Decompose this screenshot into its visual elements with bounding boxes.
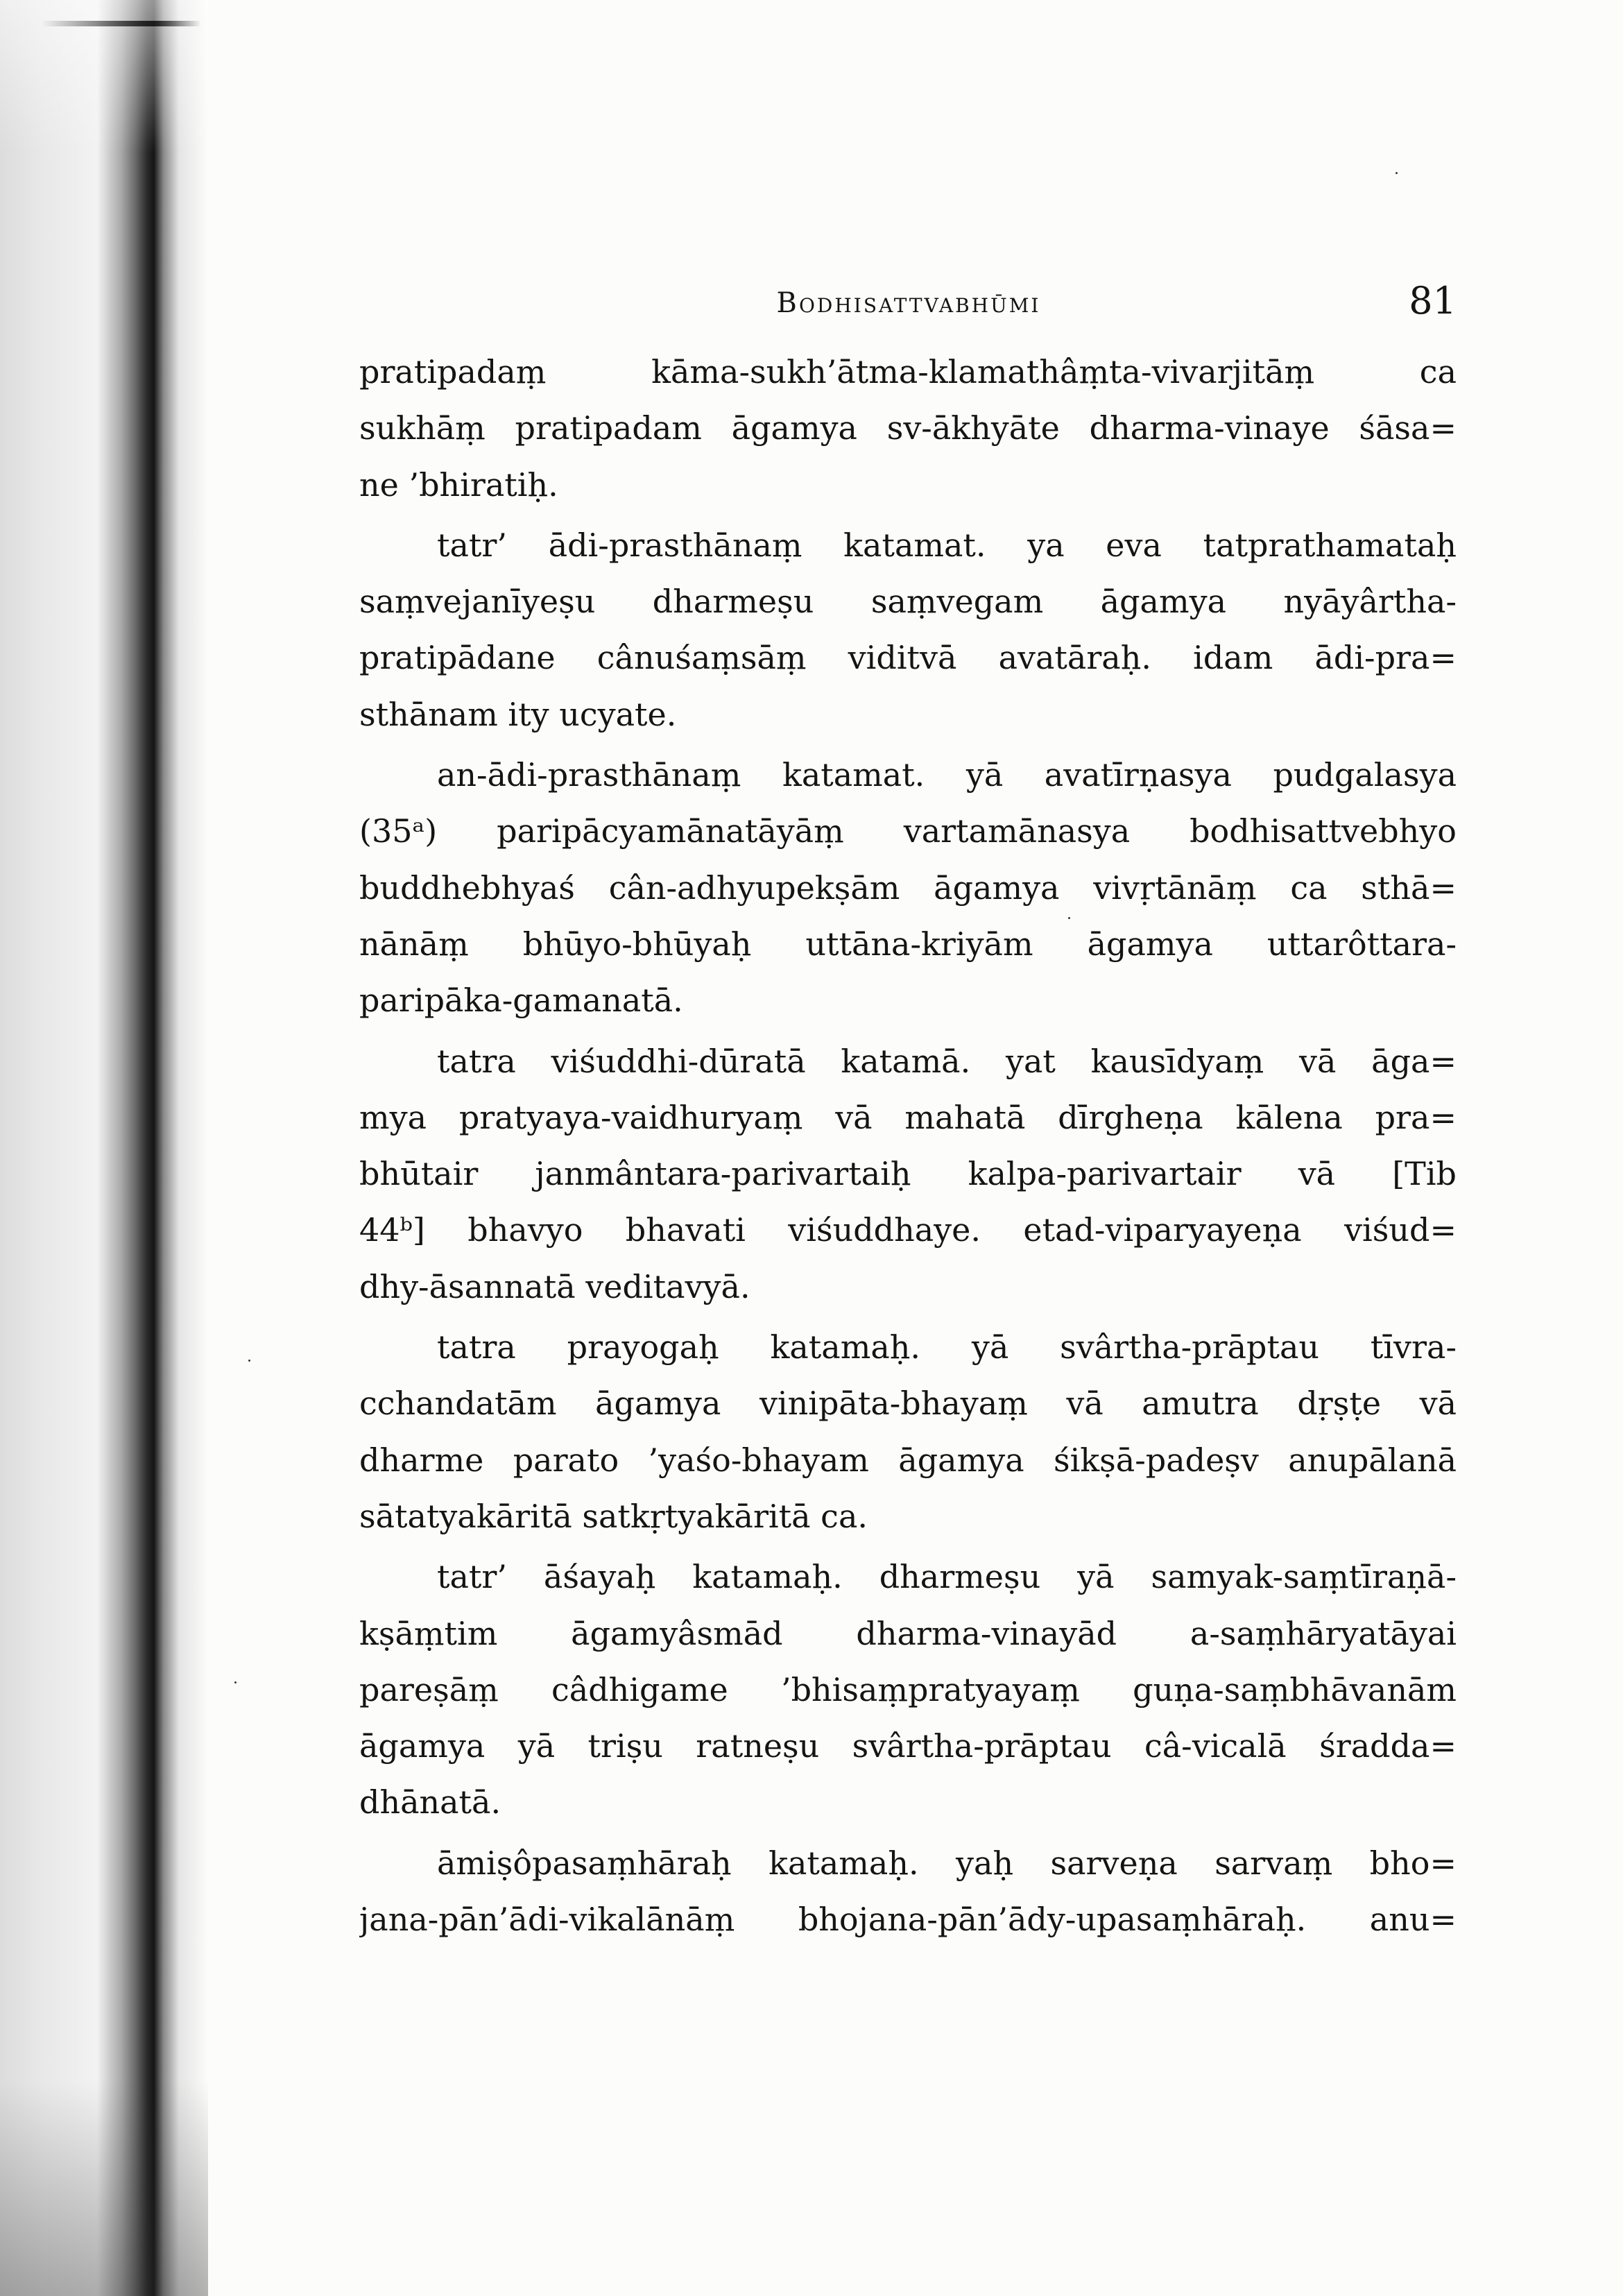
paragraph (359, 1835, 1457, 1948)
text-line: buddhebhyaś cân-adhyupekṣām āgamya vivṛtānāṃ ca sthā= (359, 868, 1457, 907)
text-line: dhy-āsannatā veditavyā. (359, 1267, 750, 1305)
text-line: āmiṣôpasaṃhāraḥ katamaḥ. yaḥ sarveṇa sarvaṃ bho= (437, 1844, 1457, 1882)
text-line: cchandatām āgamya vinipāta-bhayaṃ vā amutra dṛṣṭe vā (359, 1385, 1457, 1423)
paragraph (359, 1319, 1457, 1545)
binding-edge-mark (42, 21, 201, 26)
text-line: nānāṃ bhūyo-bhūyaḥ uttāna-kriyām āgamya uttarôttara- (359, 925, 1457, 963)
running-header (361, 276, 1457, 325)
text-line: pareṣāṃ câdhigame ’bhisaṃpratyayaṃ guṇa-saṃbhāvanām (359, 1670, 1457, 1708)
text-line: sthānam ity ucyate. (359, 695, 677, 733)
text-line: ne ’bhiratiḥ. (359, 465, 558, 504)
text-line: pratipadaṃ kāma-sukh’ātma-klamathâṃta-vivarjitāṃ ca (359, 353, 1457, 391)
text-line: an-ādi-prasthānaṃ katamat. yā avatīrṇasya pudgalasya (437, 756, 1457, 794)
page-number: 81 (1409, 279, 1457, 323)
paragraph (359, 1549, 1457, 1831)
paper-speck (1396, 172, 1398, 174)
paragraph (359, 344, 1457, 513)
text-line: mya pratyaya-vaidhuryaṃ vā mahatā dīrgheṇa kālena pra= (359, 1098, 1457, 1136)
text-line: āgamya yā triṣu ratneṣu svârtha-prāptau câ-vicalā śradda= (359, 1727, 1457, 1765)
text-line: (35ᵃ) paripācyamānatāyāṃ vartamānasya bodhisattvebhyo (359, 812, 1457, 850)
text-line: dharme parato ’yaśo-bhayam āgamya śikṣā-padeṣv anupālanā (359, 1441, 1457, 1479)
gutter-shadow (0, 0, 208, 2296)
text-line: paripāka-gamanatā. (359, 982, 683, 1020)
text-line: 44ᵇ] bhavyo bhavati viśuddhaye. etad-viparyayeṇa viśud= (359, 1211, 1457, 1249)
text-line: dhānatā. (359, 1783, 501, 1822)
paragraph (359, 517, 1457, 743)
text-line: sātatyakāritā satkṛtyakāritā ca. (359, 1497, 868, 1535)
text-line: pratipādane cânuśaṃsāṃ viditvā avatāraḥ. idam ādi-pra= (359, 639, 1457, 677)
text-line: sukhāṃ pratipadam āgamya sv-ākhyāte dharma-vinaye śāsa= (359, 409, 1457, 447)
text-line: tatra prayogaḥ katamaḥ. yā svârtha-prāptau tīvra- (437, 1328, 1457, 1367)
text-line: tatr’ ādi-prasthānaṃ katamat. ya eva tatprathamataḥ (437, 526, 1457, 564)
text-line: saṃvejanīyeṣu dharmeṣu saṃvegam āgamya nyāyârtha- (359, 583, 1457, 621)
paper-speck (248, 1360, 250, 1362)
text-line: kṣāṃtim āgamyâsmād dharma-vinayād a-saṃhāryatāyai (359, 1614, 1457, 1652)
text-line: tatra viśuddhi-dūratā katamā. yat kausīdyaṃ vā āga= (437, 1042, 1457, 1080)
paragraph (359, 1034, 1457, 1315)
paragraph (359, 747, 1457, 1029)
text-line: jana-pān’ādi-vikalānāṃ bhojana-pān’ādy-upasaṃhāraḥ. anu= (359, 1901, 1457, 1939)
running-title: Bodhisattvabhūmi (776, 287, 1041, 319)
text-line: bhūtair janmântara-parivartaiḥ kalpa-parivartair vā [Tib (359, 1155, 1457, 1193)
paper-speck (234, 1681, 237, 1684)
text-line: tatr’ āśayaḥ katamaḥ. dharmeṣu yā samyak-saṃtīraṇā- (437, 1558, 1457, 1596)
page-body (359, 344, 1457, 1948)
